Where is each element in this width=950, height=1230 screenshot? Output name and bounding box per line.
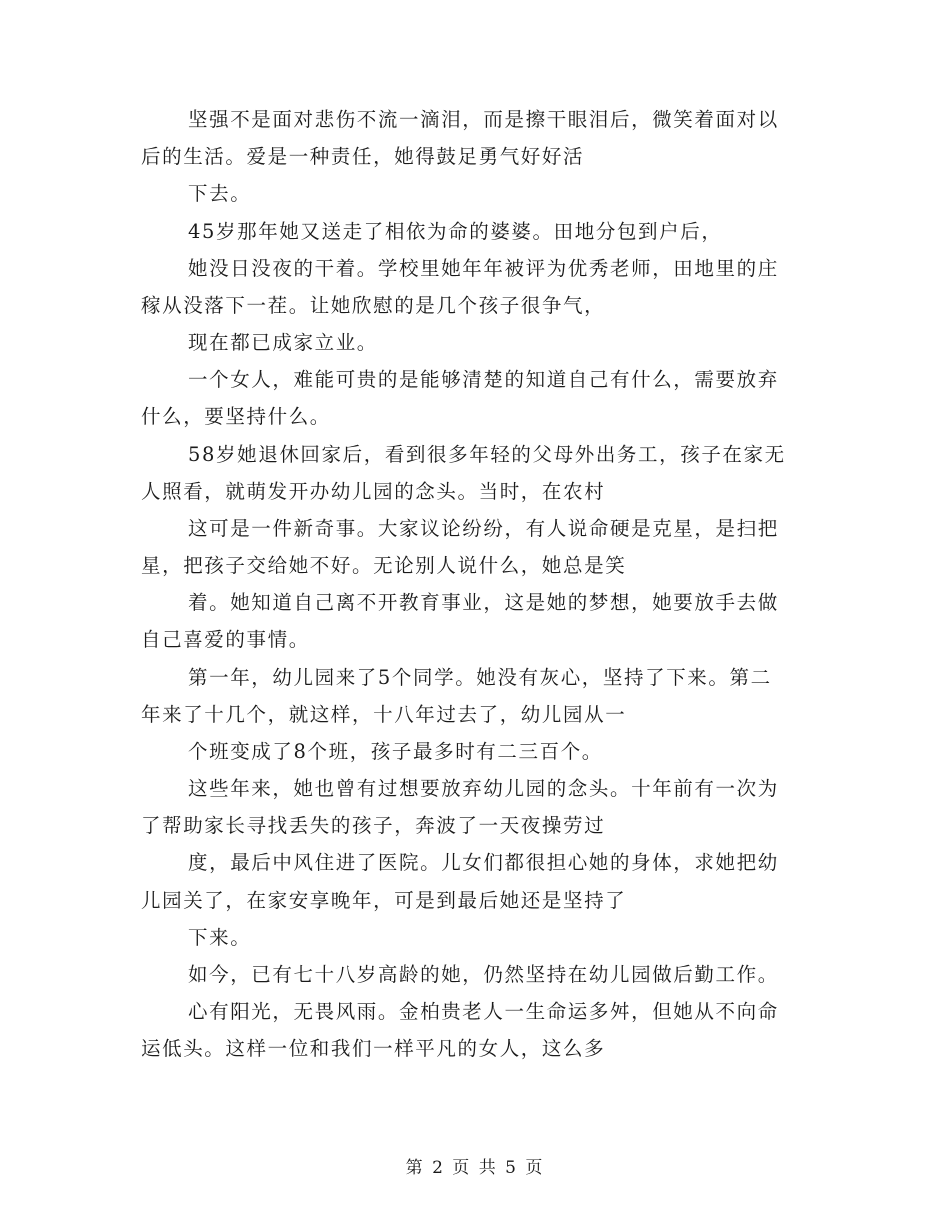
text-line: 这些年来，她也曾有过想要放弃幼儿园的念头。十年前有一次为: [188, 777, 779, 800]
text-line: 现在都已成家立业。: [188, 331, 378, 354]
text-line: 后的生活。爱是一种责任，她得鼓足勇气好好活: [141, 145, 585, 168]
text-line: 这可是一件新奇事。大家议论纷纷，有人说命硬是克星，是扫把: [188, 517, 779, 540]
text-line: 儿园关了，在家安享晚年，可是到最后她还是坚持了: [141, 889, 627, 912]
text-line: 45岁那年她又送走了相依为命的婆婆。田地分包到户后，: [188, 220, 723, 243]
text-line: 下来。: [188, 926, 252, 949]
text-line: 一个女人，难能可贵的是能够清楚的知道自己有什么，需要放弃: [188, 368, 779, 391]
text-line: 自己喜爱的事情。: [141, 628, 310, 651]
text-line: 如今，已有七十八岁高龄的她，仍然坚持在幼儿园做后勤工作。: [188, 963, 779, 986]
text-line: 度，最后中风住进了医院。儿女们都很担心她的身体，求她把幼: [188, 851, 779, 874]
text-line: 第一年，幼儿园来了5个同学。她没有灰心，坚持了下来。第二: [188, 666, 772, 689]
text-line: 稼从没落下一茬。让她欣慰的是几个孩子很争气，: [141, 294, 606, 317]
text-line: 什么，要坚持什么。: [141, 405, 331, 428]
text-line: 下去。: [188, 182, 252, 205]
text-line: 58岁她退休回家后，看到很多年轻的父母外出务工，孩子在家无: [188, 443, 786, 466]
text-line: 了帮助家长寻找丢失的孩子，奔波了一天夜操劳过: [141, 814, 606, 837]
text-line: 坚强不是面对悲伤不流一滴泪，而是擦干眼泪后，微笑着面对以: [188, 108, 779, 131]
text-line: 心有阳光，无畏风雨。金柏贵老人一生命运多舛，但她从不向命: [188, 1000, 779, 1023]
text-line: 着。她知道自己离不开教育事业，这是她的梦想，她要放手去做: [188, 591, 779, 614]
text-line: 人照看，就萌发开办幼儿园的念头。当时，在农村: [141, 480, 606, 503]
page-number: 第 2 页 共 5 页: [405, 1158, 545, 1178]
text-line: 年来了十几个，就这样，十八年过去了，幼儿园从一: [141, 703, 627, 726]
text-line: 星，把孩子交给她不好。无论别人说什么，她总是笑: [141, 554, 627, 577]
text-line: 她没日没夜的干着。学校里她年年被评为优秀老师，田地里的庄: [188, 257, 779, 280]
text-line: 个班变成了8个班，孩子最多时有二三百个。: [188, 740, 603, 763]
text-line: 运低头。这样一位和我们一样平凡的女人，这么多: [141, 1037, 606, 1060]
